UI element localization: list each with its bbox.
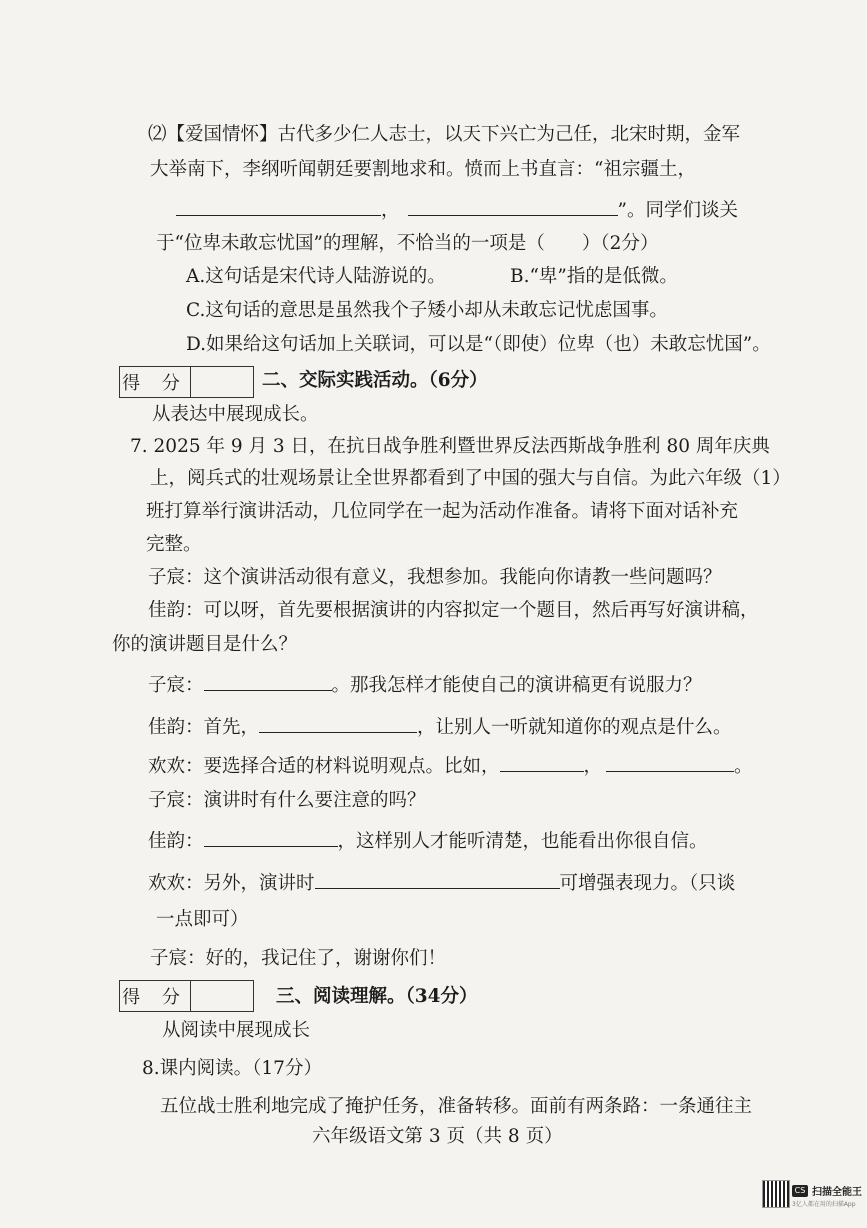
q2-sep: ， [381,200,400,221]
dialogue-6: 子宸：演讲时有什么要注意的吗？ [148,790,426,811]
dialogue-5 [148,753,753,780]
q7-line3: 班打算举行演讲活动，几位同学在一起为活动作准备。请将下面对话补充 [146,501,739,522]
section3-heading: 三、阅读理解。（34分） [276,986,478,1007]
page-footer: 六年级语文第 3 页（共 8 页） [312,1126,563,1147]
answer-blank-6[interactable] [606,753,734,772]
dialogue-2b: 你的演讲题目是什么？ [112,634,298,655]
answer-blank-8[interactable] [315,870,560,889]
dialogue-8-text: 可增强表现力。（只谈 [559,873,736,894]
dialogue-8-pre: 欢欢：另外，演讲时 [148,873,315,894]
scanner-app-name: 扫描全能王 [812,1187,862,1198]
answer-blank-3[interactable] [204,672,332,691]
dialogue-8 [148,870,735,897]
option-d: D.如果给这句话加上关联词，可以是“（即使）位卑（也）未敢忘忧国”。 [186,334,771,355]
scanner-app-sub: 3亿人都在用的扫描App [792,1201,856,1208]
dialogue-2a: 佳韵：可以呀，首先要根据演讲的内容拟定一个题目，然后再写好演讲稿， [148,600,759,621]
q2-line3 [176,197,738,224]
q2-line4: 于“位卑未敢忘忧国”的理解，不恰当的一项是（ ）（2分） [156,233,659,254]
q7-line4: 完整。 [146,534,202,555]
answer-blank-5[interactable] [500,753,584,772]
dialogue-1: 子宸：这个演讲活动很有意义，我想参加。我能向你请教一些问题吗？ [148,567,722,588]
score-label: 得 分 [120,981,191,1011]
dialogue-9: 子宸：好的，我记住了，谢谢你们！ [150,948,447,969]
dialogue-4-text: ，让别人一听就知道你的观点是什么。 [417,717,732,738]
section2-heading: 二、交际实践活动。（6分） [262,370,488,391]
passage-line1: 五位战士胜利地完成了掩护任务，准备转移。面前有两条路：一条通往主 [160,1096,753,1117]
q2-line1: ⑵【爱国情怀】古代多少仁人志士，以天下兴亡为己任，北宋时期，金军 [148,124,741,145]
q2-line3-end: ”。同学们谈关 [617,200,738,221]
answer-blank-4[interactable] [259,714,417,733]
dialogue-7-text: ，这样别人才能听清楚，也能看出你很自信。 [337,831,708,852]
qr-code-icon [762,1180,790,1208]
dialogue-5-end: 。 [734,756,753,777]
scanner-badge [792,1183,862,1198]
speaker-zichen: 子宸： [148,675,204,696]
dialogue-7 [148,828,708,855]
dialogue-5-pre: 欢欢：要选择合适的材料说明观点。比如， [148,756,500,777]
option-a: A.这句话是宋代诗人陆游说的。 [186,266,446,287]
answer-blank-2[interactable] [408,197,618,216]
dialogue-4-pre: 佳韵：首先， [148,717,260,738]
score-box-section3 [119,980,254,1012]
section3-subheading: 从阅读中展现成长 [162,1020,311,1041]
score-cell[interactable] [191,981,253,1011]
camscanner-logo-icon: CS [792,1185,808,1197]
option-b: B.“卑”指的是低微。 [510,266,678,287]
section2-subheading: 从表达中展现成长。 [152,404,319,425]
score-label: 得 分 [120,367,191,397]
q8-title: 8.课内阅读。（17分） [142,1058,322,1079]
dialogue-4 [148,714,732,741]
answer-blank-1[interactable] [176,197,381,216]
q7-line1: 7. 2025 年 9 月 3 日，在抗日战争胜利暨世界反法西斯战争胜利 80 周年庆典 [130,436,770,457]
score-box-section2 [119,366,254,398]
q2-line2: 大举南下，李纲听闻朝廷要割地求和。愤而上书直言：“祖宗疆土， [150,159,696,180]
dialogue-8-cont: 一点即可） [156,909,249,930]
q7-line2: 上，阅兵式的壮观场景让全世界都看到了中国的强大与自信。为此六年级（1） [150,468,791,489]
dialogue-7-pre: 佳韵： [148,831,204,852]
dialogue-3-text: 。那我怎样才能使自己的演讲稿更有说服力？ [331,675,702,696]
dialogue-3 [148,672,702,699]
answer-blank-7[interactable] [204,828,338,847]
option-c: C.这句话的意思是虽然我个子矮小却从未敢忘记忧虑国事。 [186,300,668,321]
score-cell[interactable] [191,367,253,397]
dialogue-5-sep: ， [583,756,603,777]
